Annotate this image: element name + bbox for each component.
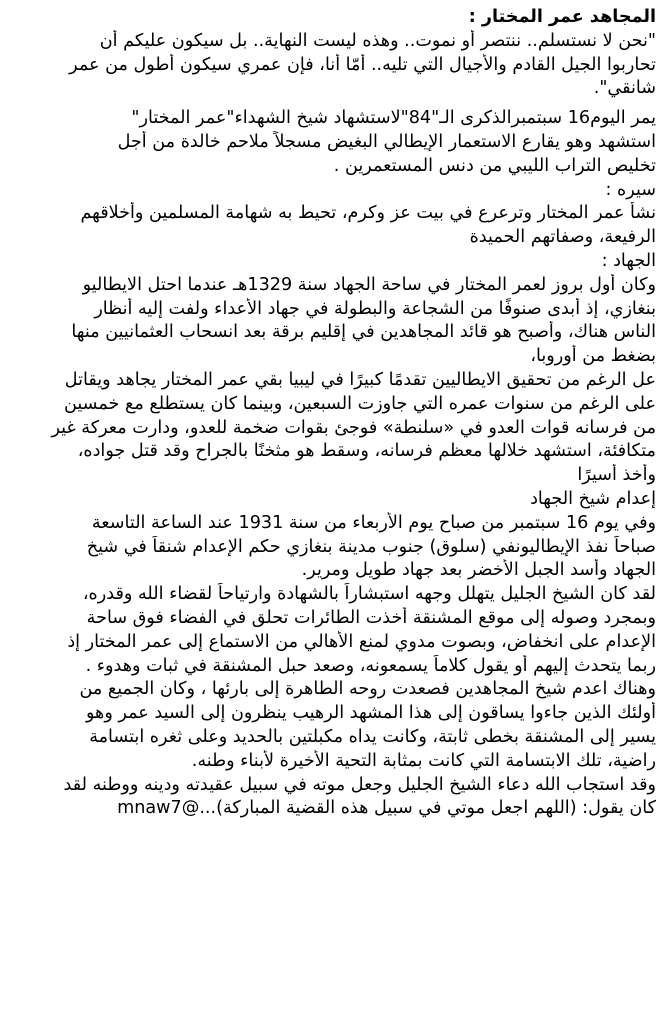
death-line: أولئك الذين جاءوا يساقون إلى هذا المشهد الرهيب ينظرون إلى السيد عمر وهو — [85, 703, 656, 724]
jihad-line: بضغط من أوروبا، — [530, 346, 656, 367]
closing-paragraph — [14, 774, 656, 822]
closing-line-with-handle: كان يقول: (اللهم اجعل موتي في سبيل هذه القضية المباركة)...@mnaw7 — [117, 798, 656, 819]
execution-paragraph — [14, 512, 656, 583]
intro-line: تخليص التراب الليبي من دنس المستعمرين . — [333, 155, 656, 176]
final-moments-line: ربما يتحدث إليهم أو يقول كلاماً يسمعونه، وصعد حبل المشنقة في ثبات وهدوء . — [85, 655, 656, 676]
final-moments-line: الإعدام على انخفاض، وبصوت مدوي لمنع الأهالي من الاستماع إلى عمر المختار إذ — [67, 631, 656, 652]
intro-line: يمر اليوم16 سبتمبرالذكرى الـ"84"لاستشهاد شيخ الشهداء"عمر المختار" — [131, 108, 656, 129]
bio-paragraph — [14, 202, 656, 250]
death-paragraph — [14, 678, 656, 773]
struggle-line: على الرغم من سنوات عمره التي جاوزت السبعين، وبينما كان يستطلع مع خمسين — [63, 393, 656, 414]
final-moments-paragraph — [14, 583, 656, 678]
quote-line: شانقي". — [593, 78, 656, 99]
death-line: يسير إلى المشنقة بخطى ثابتة، وكانت يداه مكبلتين بالحديد وعلى ثغره ابتسامة — [89, 726, 656, 747]
execution-line: صباحاً نفذ الإيطاليونفي (سلوق) جنوب مدينة بنغازي حكم الإعدام شنقاً في شيخ — [86, 536, 656, 557]
execution-section-title: إعدام شيخ الجهاد — [530, 488, 656, 509]
jihad-line: وكان أول بروز لعمر المختار في ساحة الجهاد سنة 1329هـ عندما احتل الايطاليو — [82, 274, 656, 295]
death-line: وهناك اعدم شيخ المجاهدين فصعدت روحه الطاهرة إلى بارئها ، وكان الجميع من — [79, 679, 656, 700]
intro-paragraph — [14, 107, 656, 178]
quote-line: "نحن لا نستسلم.. ننتصر أو نموت.. وهذه ليست النهاية.. بل سيكون عليكم أن — [99, 30, 656, 51]
jihad-section-title: الجهاد : — [601, 250, 656, 271]
execution-line: وفي يوم 16 سبتمبر من صباح يوم الأربعاء من سنة 1931 عند الساعة التاسعة — [91, 512, 656, 533]
article-heading: المجاهد عمر المختار : — [468, 7, 656, 27]
struggle-line: عل الرغم من تحقيق الايطاليين تقدمًا كبيرًا في ليبيا بقي عمر المختار يجاهد ويقاتل — [64, 369, 656, 390]
struggle-line: وأخذ أسيرًا — [577, 465, 656, 486]
struggle-line: متكافئة، استشهد خلالها معظم فرسانه، وسقط هو مثخنًا بالجراح وقد قتل جواده، — [77, 441, 656, 462]
jihad-paragraph — [14, 274, 656, 369]
struggle-paragraph — [14, 369, 656, 488]
quote-paragraph — [14, 30, 656, 101]
jihad-line: الناس هناك، وأصبح هو قائد المجاهدين في إقليم برقة بعد انسحاب العثمانيين منها — [71, 322, 656, 343]
bio-line: الرفيعة، وصفاتهم الحميدة — [469, 227, 656, 248]
death-line: راضية، تلك الابتسامة التي كانت بمثابة التحية الأخيرة لأبناء وطنه. — [191, 750, 656, 771]
jihad-line: بنغازي، إذ أبدى صنوفًا من الشجاعة والبطولة في جهاد الأعداء ولفت إليه أنظار — [94, 298, 656, 319]
execution-line: الجهاد وأسد الجبل الأخضر بعد جهاد طويل ومرير. — [301, 560, 656, 581]
bio-line: نشأ عمر المختار وترعرع في بيت عز وكرم، تحيط به شهامة المسلمين وأخلاقهم — [80, 203, 656, 224]
final-moments-line: وبمجرد وصوله إلى موقع المشنقة أخذت الطائرات تحلق في الفضاء فوق ساحة — [86, 607, 656, 628]
bio-section-title: سيره : — [605, 179, 656, 200]
quote-line: تحاربوا الجيل القادم والأجيال التي تليه.. أمّا أنا، فإن عمري سيكون أطول من عمر — [69, 54, 656, 75]
final-moments-line: لقد كان الشيخ الجليل يتهلل وجهه استبشاراً بالشهادة وارتياحاً لقضاء الله وقدره، — [82, 584, 656, 605]
closing-line: وقد استجاب الله دعاء الشيخ الجليل وجعل موته في سبيل عقيدته ودينه ووطنه لقد — [63, 774, 656, 795]
struggle-line: من فرسانه قوات العدو في «سلنطة» فوجئ بقوات ضخمة للعدو، ودارت معركة غير — [51, 417, 656, 438]
intro-line: استشهد وهو يقارع الاستعمار الإيطالي البغيض مسجلاً ملاحم خالدة من أجل — [117, 131, 656, 152]
